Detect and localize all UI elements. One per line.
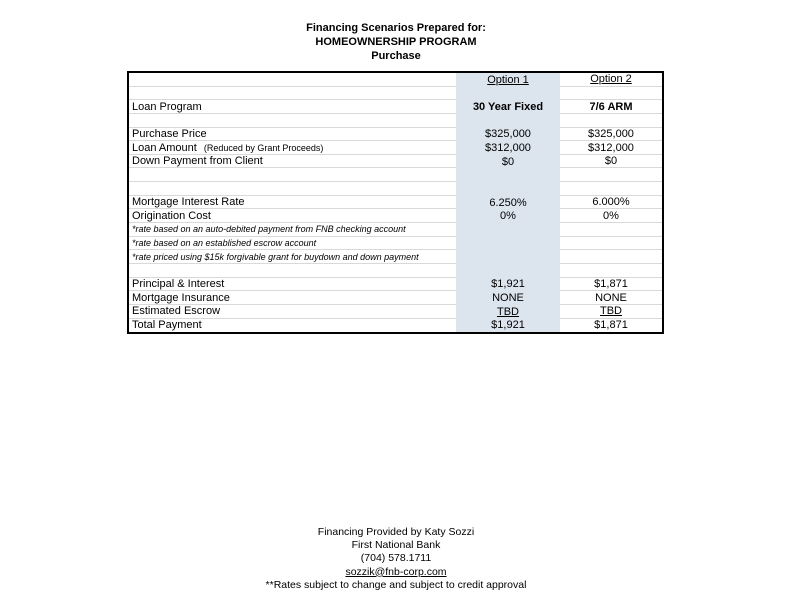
row-label: Total Payment bbox=[132, 319, 202, 332]
option1-value: $1,921 bbox=[456, 278, 560, 292]
row-label: Mortgage Insurance bbox=[129, 291, 456, 305]
table-row-purchase-price bbox=[129, 128, 662, 142]
row-label bbox=[129, 141, 456, 155]
option1-column-header: Option 1 bbox=[456, 73, 560, 87]
option1-value: $0 bbox=[456, 155, 560, 169]
title-line-purchase: Purchase bbox=[371, 50, 421, 62]
footer-provider: Financing Provided by Katy Sozzi bbox=[317, 526, 475, 538]
footer-phone: (704) 578.1711 bbox=[360, 552, 432, 565]
option1-value: $325,000 bbox=[456, 128, 560, 142]
table-row-down-payment bbox=[129, 155, 662, 169]
financing-scenarios-table bbox=[127, 71, 664, 334]
option2-value: $0 bbox=[560, 155, 662, 169]
footer-bank: First National Bank bbox=[351, 539, 441, 552]
spacer-row bbox=[129, 182, 662, 196]
table-row-footnote-1 bbox=[129, 223, 662, 237]
row-label: Mortgage Interest Rate bbox=[129, 196, 456, 210]
row-label: Principal & Interest bbox=[129, 278, 456, 292]
option2-value: $312,000 bbox=[560, 141, 662, 155]
option2-value: TBD bbox=[560, 305, 662, 319]
table-row-loan-amount bbox=[129, 141, 662, 155]
spacer-row bbox=[129, 87, 662, 101]
spacer-row bbox=[129, 168, 662, 182]
rate-footnote: *rate based on an auto-debited payment from FNB checking account bbox=[129, 223, 456, 237]
table-row-origination-cost bbox=[129, 209, 662, 223]
option2-value: $1,871 bbox=[560, 278, 662, 292]
document-title bbox=[0, 21, 792, 63]
option1-value: NONE bbox=[456, 291, 560, 305]
spacer-row bbox=[129, 114, 662, 128]
contact-footer bbox=[0, 526, 792, 592]
rate-footnote: *rate priced using $15k forgivable grant for buydown and down payment bbox=[129, 250, 456, 264]
loan-amount-label: Loan Amount bbox=[132, 141, 197, 154]
table-row-principal-interest bbox=[129, 278, 662, 292]
title-line-prepared-for: Financing Scenarios Prepared for: bbox=[306, 22, 486, 34]
row-label: Origination Cost bbox=[129, 209, 456, 223]
option1-value: $312,000 bbox=[456, 141, 560, 155]
option2-value: $1,871 bbox=[594, 319, 628, 332]
option1-value: 0% bbox=[456, 209, 560, 223]
option2-column-header: Option 2 bbox=[560, 73, 662, 87]
table-row-footnote-2 bbox=[129, 237, 662, 251]
header-label-cell bbox=[129, 73, 456, 87]
table-row-loan-program bbox=[129, 100, 662, 114]
option1-value: 30 Year Fixed bbox=[456, 100, 560, 114]
table-row-interest-rate bbox=[129, 196, 662, 210]
table-header-row bbox=[129, 73, 662, 87]
row-label: Estimated Escrow bbox=[129, 305, 456, 319]
option2-value: 0% bbox=[560, 209, 662, 223]
footer-disclaimer: **Rates subject to change and subject to credit approval bbox=[265, 578, 527, 591]
option2-value: 7/6 ARM bbox=[560, 100, 662, 114]
title-line-program: HOMEOWNERSHIP PROGRAM bbox=[315, 36, 477, 48]
option1-value: 6.250% bbox=[456, 196, 560, 210]
option1-value: $1,921 bbox=[456, 319, 560, 333]
row-label: Down Payment from Client bbox=[129, 155, 456, 169]
loan-amount-note: (Reduced by Grant Proceeds) bbox=[203, 142, 324, 153]
option2-value: $325,000 bbox=[560, 128, 662, 142]
footer-email-link[interactable]: sozzik@fnb-corp.com bbox=[345, 565, 447, 578]
table-row-mortgage-insurance bbox=[129, 291, 662, 305]
option2-value: 6.000% bbox=[560, 196, 662, 210]
table-row-total-payment bbox=[129, 319, 662, 333]
option2-value: NONE bbox=[560, 291, 662, 305]
row-label: Loan Program bbox=[129, 100, 456, 114]
row-label: Purchase Price bbox=[129, 128, 456, 142]
option1-value: TBD bbox=[456, 305, 560, 319]
spacer-row bbox=[129, 264, 662, 278]
table-row-footnote-3 bbox=[129, 250, 662, 264]
table-row-estimated-escrow bbox=[129, 305, 662, 319]
rate-footnote: *rate based on an established escrow account bbox=[129, 237, 456, 251]
